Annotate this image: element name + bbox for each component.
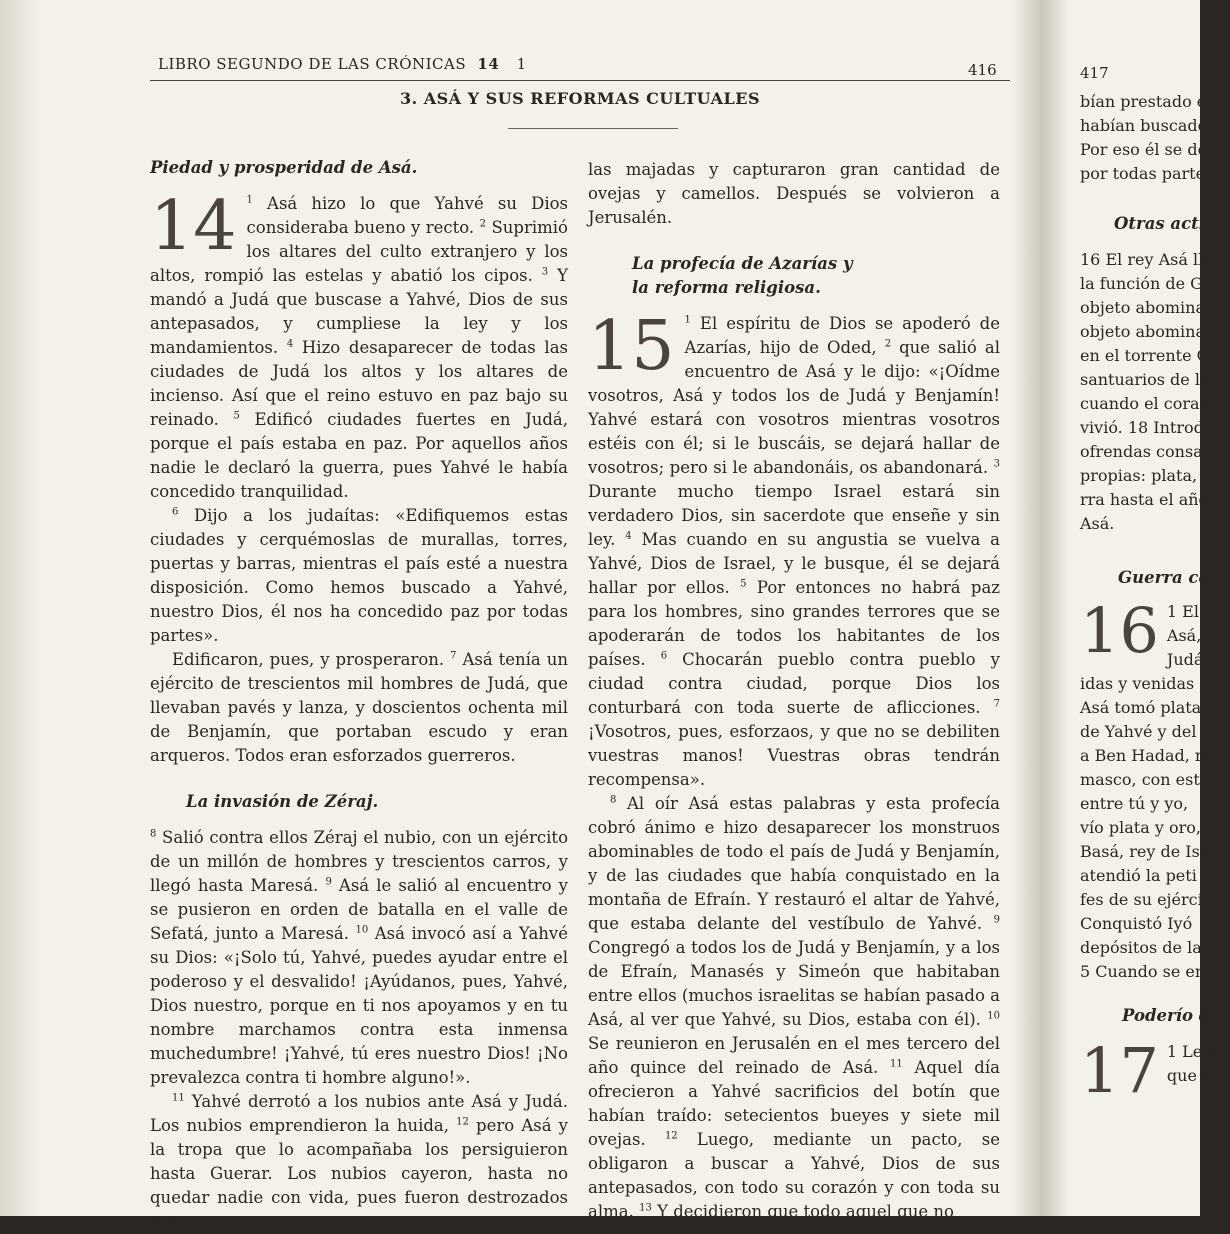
- section-title: 3. ASÁ Y SUS REFORMAS CULTUALES: [399, 89, 761, 108]
- verse-text: Aquel día ofrecieron a Yahvé sacrificios del botín que habían traído: setecientos bueyes y siete mil ovejas.: [588, 1058, 1000, 1149]
- text-line: que s: [1166, 1066, 1211, 1085]
- page-number: 417: [1080, 64, 1109, 82]
- text-line: Asá.: [1080, 514, 1115, 533]
- text-line: 5 Cuando se en: [1080, 962, 1206, 981]
- verse-text: Edificó ciudades fuertes en Judá, porque el país estaba en paz. Por aquellos años nadie le declaró la guerra, pues Yahvé le había concedido tranquilidad.: [150, 410, 569, 501]
- heading-profecia: La profecía de Azarías y la reforma religiosa.: [632, 254, 853, 297]
- chapter-drop-cap: 14: [150, 187, 237, 266]
- heading-guerra: Guerra co: [1118, 568, 1210, 587]
- verse-number: 1: [684, 314, 691, 326]
- verse-number: 4: [286, 338, 294, 350]
- chapter-number: 14: [477, 55, 500, 73]
- verse-text: Dijo a los judaítas: «Edifiquemos estas ciudades y cerquémoslas de murallas, torres, puertas y barras, mientras el país esté a nuestra disposición. Como hemos buscado a Yahvé, nuestro Dios, él nos ha concedido paz por todas partes».: [150, 506, 568, 645]
- verse-text: Chocarán pueblo contra pueblo y ciudad contra ciudad, porque Dios los conturbará con toda suerte de aflicciones.: [588, 650, 1000, 717]
- header-rule: [150, 80, 1010, 81]
- verse-text: que salió al encuentro de Asá y le dijo: «¡Oídme vosotros, Asá y todos los de Judá y Benjamín! Yahvé estará con vosotros mientras vosotros estéis con él; si le buscáis, se dejará hallar de vosotros; pero si le abandonáis, os abandonará.: [588, 338, 1000, 477]
- verse-text: Congregó a todos los de Judá y Benjamín, y a los de Efraín, Manasés y Simeón que habitaban entre ellos (muchos israelitas se habían pasado a Asá, al ver que Yahvé, su Dios, estaba con él).: [588, 938, 1000, 1029]
- verse-text: Yahvé derrotó a los nubios ante Asá y Judá. Los nubios emprendieron la huida,: [150, 1092, 568, 1135]
- text-line: santuarios de lo: [1080, 370, 1210, 389]
- right-column: [1080, 90, 1230, 1107]
- text-line: Judá: [1166, 650, 1204, 669]
- verse-text: Por entonces no habrá paz para los hombres, sino grandes terrores que se apoderarán de todos los habitantes de los países.: [588, 578, 1000, 669]
- text-line: la función de G: [1080, 274, 1203, 293]
- verse-number: 1: [246, 194, 253, 206]
- heading-otras: Otras acti: [1114, 214, 1206, 233]
- verse-text: Y mandó a Judá que buscase a Yahvé, Dios de sus antepasados, y cumpliese la ley y los mandamientos.: [150, 266, 569, 357]
- text-line: vío plata y oro,: [1080, 818, 1201, 837]
- verse-text: ¡Vosotros, pues, esforzaos, y que no se debiliten vuestras manos! Vuestras obras tendrán recompensa».: [588, 722, 1000, 789]
- heading-poderio: Poderío d: [1122, 1006, 1211, 1025]
- verse-number: 10: [355, 924, 369, 936]
- verse-text: Suprimió los altares del culto extranjero y los altos, rompió las estelas y abatió los cipos.: [150, 218, 568, 285]
- verse-text: Asá invocó así a Yahvé su Dios: «¡Solo tú, Yahvé, puedes ayudar entre el poderoso y el desvalido! ¡Ayúdanos, pues, Yahvé, Dios nuestro, porque en ti nos apoyamos y en tu nombre marchamos contra esta inmensa muchedumbre! ¡Yahvé, tú eres nuestro Dios! ¡No prevalezca contra ti hombre alguno!».: [150, 924, 568, 1087]
- text-line: Basá, rey de Isr: [1080, 842, 1208, 861]
- verse-number: 6: [660, 650, 668, 662]
- verse-number: 2: [884, 338, 892, 350]
- text-line: por todas parte: [1080, 164, 1206, 183]
- paragraph: [150, 504, 568, 648]
- verse-number: 12: [456, 1116, 469, 1128]
- text-line: 1 El a: [1166, 602, 1214, 621]
- text-line: atendió la peti: [1080, 866, 1197, 885]
- chapter-drop-cap: 15: [588, 307, 675, 386]
- verse-number: 2: [479, 218, 487, 230]
- verse-text: Edificaron, pues, y prosperaron.: [172, 650, 451, 669]
- verse-number: 8: [610, 794, 617, 806]
- verse-number: 1: [516, 55, 527, 73]
- paragraph: [150, 648, 568, 768]
- verse-number: 7: [993, 698, 1000, 710]
- paragraph: [150, 826, 568, 1090]
- verse-number: 3: [541, 266, 549, 278]
- text-line: vivió. 18 Introd: [1080, 418, 1204, 437]
- verse-number: 9: [325, 876, 332, 888]
- text-line: bían prestado e: [1080, 92, 1207, 111]
- text-line: fes de su ejérci: [1080, 890, 1203, 909]
- text-line: Asá tomó plata: [1080, 698, 1202, 717]
- verse-text: Al oír Asá estas palabras y esta profecía cobró ánimo e hizo desaparecer los monstruos abominables de todo el país de Judá y Benjamín, y de las ciudades que había conquistado en la montaña de Efraín. Y restauró el altar de Yahvé, que estaba delante del vestíbulo de Yahvé.: [588, 794, 1000, 933]
- paragraph: [588, 307, 1000, 792]
- running-head: [158, 55, 527, 73]
- verse-text: Hizo desaparecer de todas las ciudades de Judá los altos y los altares de incienso. Así que el reino estuvo en paz bajo su reinado.: [150, 338, 568, 429]
- text-line: 16 El rey Asá lle: [1080, 250, 1213, 269]
- text-line: en el torrente C: [1080, 346, 1209, 365]
- verse-number: 13: [639, 1202, 652, 1214]
- verse-text: Asá le salió al encuentro y se pusieron en orden de batalla en el valle de Sefatá, junto a Maresá.: [150, 876, 569, 943]
- page-number: 416: [968, 61, 997, 79]
- verse-text: Se reunieron en Jerusalén en el mes tercero del año quince del reinado de Asá.: [588, 1034, 1000, 1077]
- verse-number: 8: [150, 828, 157, 840]
- verse-number: 12: [664, 1130, 678, 1142]
- verse-number: 11: [172, 1092, 185, 1104]
- text-line: habían buscado: [1080, 116, 1208, 135]
- paragraph: [150, 187, 569, 504]
- text-line: de Yahvé y del: [1080, 722, 1197, 741]
- text-line: a Ben Hadad, re: [1080, 746, 1213, 765]
- verse-text: Luego, mediante un pacto, se obligaron a buscar a Yahvé, Dios de sus antepasados, con todo su corazón y con toda su alma.: [588, 1130, 1001, 1221]
- verse-text: Durante mucho tiempo Israel estará sin verdadero Dios, sin sacerdote que enseñe y sin ley.: [588, 482, 1000, 549]
- heading-piedad: Piedad y prosperidad de Asá.: [150, 158, 418, 177]
- text-line: Conquistó Iyó: [1080, 914, 1193, 933]
- text-line: entre tú y yo,: [1080, 794, 1189, 813]
- text-line: objeto abomina: [1080, 322, 1205, 341]
- verse-text: Mas cuando en su angustia se vuelva a Yahvé, Dios de Israel, y le busque, él se dejará hallar por ellos.: [588, 530, 1000, 597]
- text-line: objeto abomina: [1080, 298, 1205, 317]
- text-line: depósitos de la: [1080, 938, 1202, 957]
- paragraph: [588, 792, 1000, 1224]
- verse-text: pero Asá y la tropa que lo acompañaba los persiguieron hasta Guerar. Los nubios cayeron, hasta no quedar nadie con vida, pues fueron destrozados por: [150, 1116, 568, 1231]
- book-title: LIBRO SEGUNDO DE LAS CRÓNICAS: [158, 55, 467, 73]
- verse-number: 6: [172, 506, 179, 518]
- text-line: Asá,: [1166, 626, 1202, 645]
- paragraph: [150, 1090, 568, 1234]
- verse-number: 5: [233, 410, 240, 422]
- left-column: [150, 156, 568, 1234]
- text-line: 1 Le s: [1166, 1042, 1216, 1061]
- verse-number: 5: [740, 578, 747, 590]
- verse-number: 3: [993, 458, 1000, 470]
- verse-text: El espíritu de Dios se apoderó de Azarías, hijo de Oded,: [684, 314, 1000, 357]
- right-page: [1040, 0, 1216, 1216]
- heading-invasion: La invasión de Zéraj.: [186, 792, 379, 811]
- verse-text: Salió contra ellos Zéraj el nubio, con un ejército de un millón de hombres y trescientos carros, y llegó hasta Maresá.: [150, 828, 568, 895]
- verse-number: 11: [890, 1058, 903, 1070]
- chapter-drop-cap: 17: [1080, 1034, 1159, 1107]
- verse-number: 7: [450, 650, 457, 662]
- verse-text: las majadas y capturaron gran cantidad de ovejas y camellos. Después se volvieron a Jerusalén.: [588, 160, 1000, 227]
- text-line: ofrendas consa: [1080, 442, 1203, 461]
- verse-text: Y decidieron que todo aquel que no: [651, 1202, 954, 1221]
- text-line: masco, con est: [1080, 770, 1200, 789]
- verse-text: Asá tenía un ejército de trescientos mil hombres de Judá, que llevaban pavés y lanza, y doscientos ochenta mil de Benjamín, que portaban escudo y eran arqueros. Todos eran esforzados guerreros.: [150, 650, 568, 765]
- chapter-drop-cap: 16: [1080, 594, 1159, 667]
- section-divider: [508, 128, 678, 129]
- verse-number: 4: [625, 530, 632, 542]
- text-line: cuando el coraz: [1080, 394, 1208, 413]
- text-line: Por eso él se de: [1080, 140, 1208, 159]
- middle-column: [588, 158, 1000, 1224]
- verse-number: 10: [987, 1010, 1000, 1022]
- verse-text: Asá hizo lo que Yahvé su Dios consideraba bueno y recto.: [246, 194, 568, 237]
- verse-number: 9: [993, 914, 1000, 926]
- text-line: propias: plata, c: [1080, 466, 1212, 485]
- text-line: idas y venidas: [1080, 674, 1195, 693]
- text-line: rra hasta el año: [1080, 490, 1209, 509]
- paragraph: [588, 158, 1000, 230]
